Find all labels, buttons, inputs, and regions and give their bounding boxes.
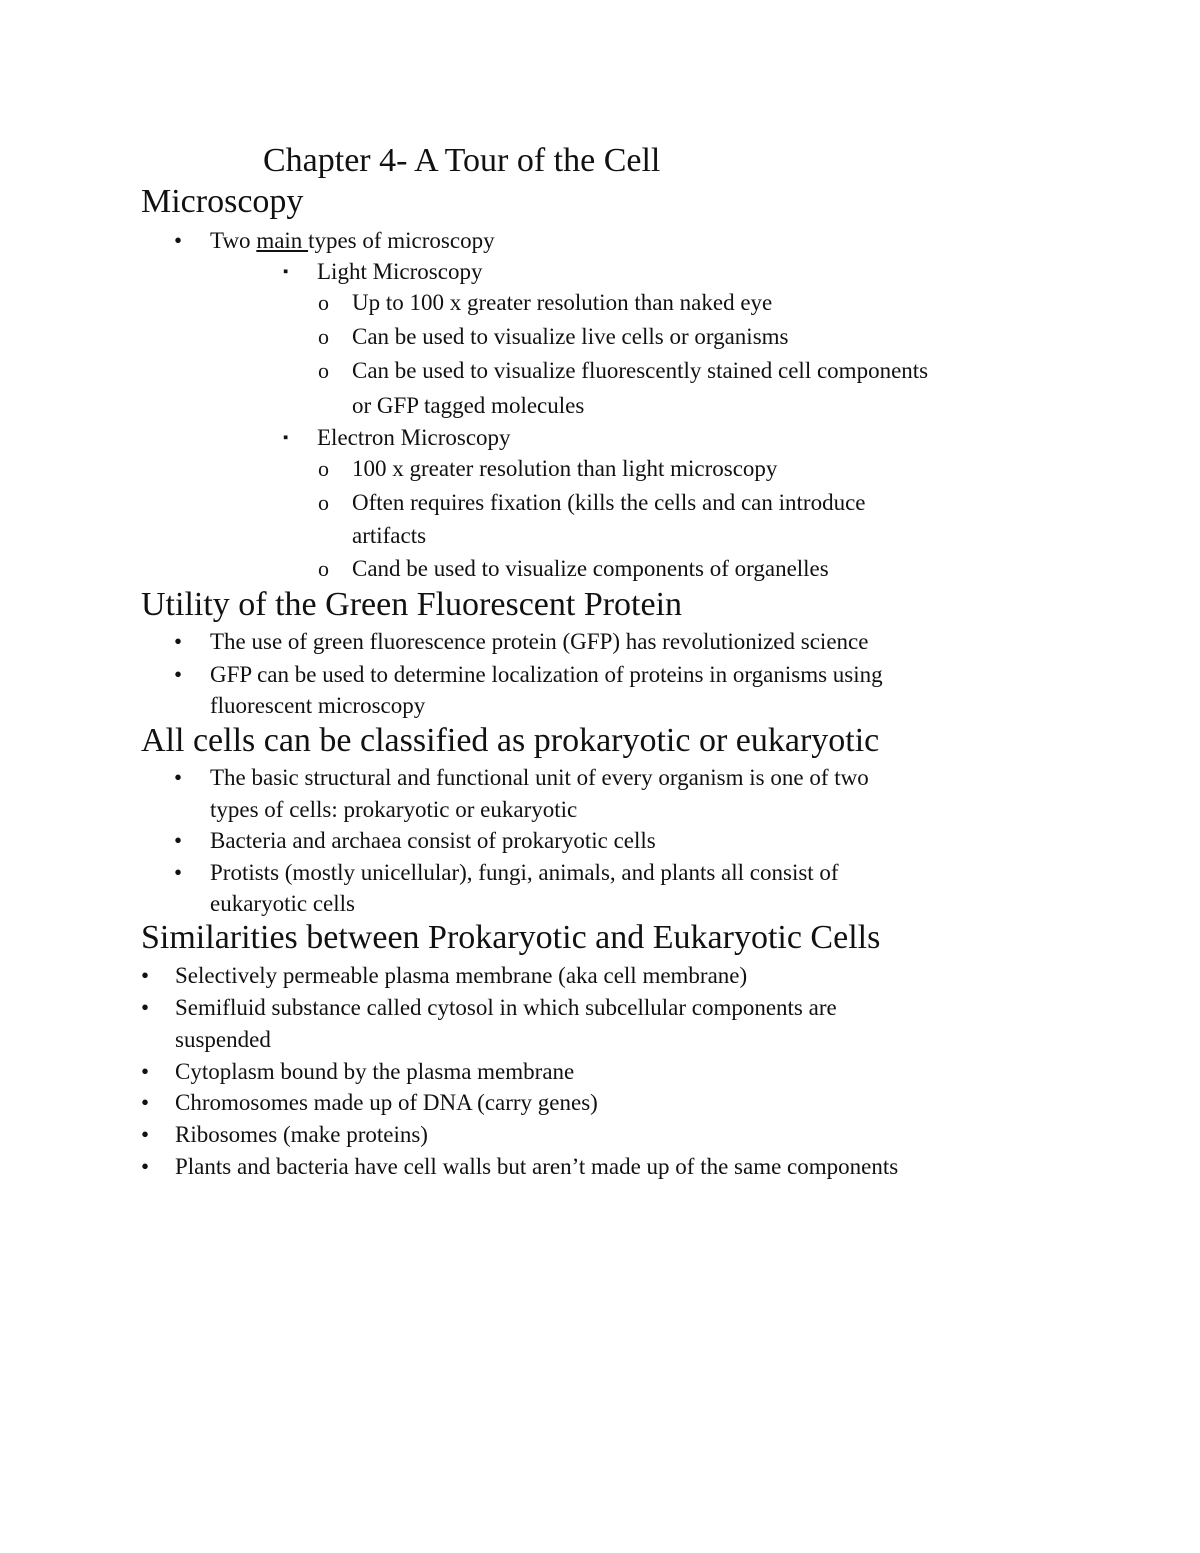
- item-text: Two: [210, 228, 257, 253]
- bullet-circle: o: [318, 456, 329, 481]
- section-heading-similarities: Similarities between Prokaryotic and Eukaryotic Cells: [141, 919, 881, 956]
- list-item-continuation: fluorescent microscopy: [210, 693, 426, 718]
- list-item: Cytoplasm bound by the plasma membrane: [175, 1059, 575, 1084]
- bullet-square: ▪: [283, 264, 289, 280]
- bullet-dot: •: [174, 765, 183, 790]
- bullet-dot: •: [141, 1090, 150, 1115]
- list-item: [210, 226, 495, 256]
- bullet-dot: •: [174, 662, 183, 687]
- bullet-dot: •: [141, 995, 150, 1020]
- bullet-dot: •: [141, 1059, 150, 1084]
- bullet-dot: •: [174, 860, 183, 885]
- list-item: GFP can be used to determine localization of proteins in organisms using: [210, 662, 883, 687]
- list-item: Protists (mostly unicellular), fungi, animals, and plants all consist of: [210, 860, 839, 885]
- list-item: The use of green fluorescence protein (GFP) has revolutionized science: [210, 629, 869, 654]
- list-item: Electron Microscopy: [317, 425, 511, 450]
- list-item-continuation: eukaryotic cells: [210, 891, 355, 916]
- list-item-continuation: suspended: [175, 1027, 271, 1052]
- list-item: Bacteria and archaea consist of prokaryotic cells: [210, 828, 656, 853]
- list-item: Light Microscopy: [317, 259, 483, 284]
- bullet-dot: •: [174, 828, 183, 853]
- list-item: 100 x greater resolution than light microscopy: [352, 456, 778, 481]
- list-item: Often requires fixation (kills the cells and can introduce: [352, 490, 866, 515]
- bullet-square: ▪: [283, 430, 289, 446]
- list-item: Chromosomes made up of DNA (carry genes): [175, 1090, 598, 1115]
- bullet-circle: o: [318, 556, 329, 581]
- bullet-circle: o: [318, 324, 329, 349]
- list-item: The basic structural and functional unit of every organism is one of two: [210, 765, 869, 790]
- bullet-dot: •: [174, 228, 183, 253]
- list-item-continuation: or GFP tagged molecules: [352, 393, 585, 418]
- bullet-dot: •: [141, 1154, 150, 1179]
- document-title: Chapter 4- A Tour of the Cell: [263, 142, 661, 179]
- list-item-continuation: types of cells: prokaryotic or eukaryotic: [210, 797, 578, 822]
- bullet-dot: •: [141, 1122, 150, 1147]
- bullet-dot: •: [141, 963, 150, 988]
- list-item: Plants and bacteria have cell walls but aren’t made up of the same components: [175, 1154, 899, 1179]
- list-item: Cand be used to visualize components of organelles: [352, 556, 829, 581]
- section-heading-gfp: Utility of the Green Fluorescent Protein: [141, 586, 683, 623]
- bullet-circle: o: [318, 490, 329, 515]
- list-item: Can be used to visualize live cells or organisms: [352, 324, 789, 349]
- underlined-word: main: [256, 228, 309, 253]
- section-heading-classification: All cells can be classified as prokaryotic or eukaryotic: [141, 722, 880, 759]
- item-text: types of microscopy: [308, 228, 495, 253]
- list-item: Selectively permeable plasma membrane (aka cell membrane): [175, 963, 748, 988]
- list-item: Can be used to visualize fluorescently stained cell components: [352, 358, 929, 383]
- bullet-circle: o: [318, 358, 329, 383]
- list-item: Up to 100 x greater resolution than naked eye: [352, 290, 773, 315]
- list-item-continuation: artifacts: [352, 523, 427, 548]
- bullet-dot: •: [174, 629, 183, 654]
- list-item: Semifluid substance called cytosol in which subcellular components are: [175, 995, 837, 1020]
- list-item: Ribosomes (make proteins): [175, 1122, 428, 1147]
- section-heading-microscopy: Microscopy: [141, 183, 304, 220]
- bullet-circle: o: [318, 290, 329, 315]
